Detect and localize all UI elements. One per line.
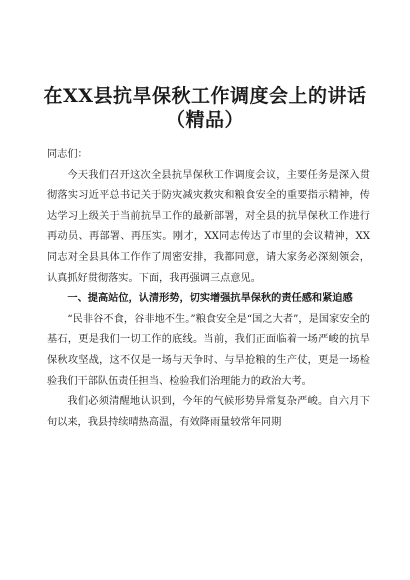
paragraph-food-security: “民非谷不食，谷非地不生。”粮食安全是“国之大者”，是国家安全的基石，更是我们一切工作的底线。当前，我们正面临着一场严峻的抗旱保秋攻坚战，这不仅是一场与天争时、与旱抢粮的生产仗，更是一场检验我们干部队伍责任担当、检验我们治理能力的政治大考。: [47, 313, 370, 387]
paragraph-opening: 今天我们召开这次全县抗旱保秋工作调度会议，主要任务是深入贯彻落实习近平总书记关于防灾减灾救灾和粮食安全的重要指示精神，传达学习上级关于当前抗旱工作的最新部署，对全县的抗旱保秋工作进行再动员、再部署、再压实。刚才，XX同志传达了市里的会议精神，XX同志对全县具体工作作了周密安排，我都同意，请大家务必深刻领会，认真抓好贯彻落实。下面，我再强调三点意见。: [47, 169, 370, 284]
title-line-1: 在XX县抗旱保秋工作调度会上的讲话: [43, 85, 367, 107]
salutation: 同志们：: [47, 149, 88, 160]
section-heading-1: 一、提高站位，认清形势，切实增强抗旱保秋的责任感和紧迫感: [67, 293, 353, 305]
document-title: [20, 84, 390, 132]
paragraph-climate: 我们必须清醒地认识到，今年的气候形势异常复杂严峻。自六月下旬以来，我县持续晴热高温，有效降雨量较常年同期: [47, 396, 370, 428]
title-line-2: （精品）: [165, 109, 244, 131]
document-body: [47, 145, 370, 433]
